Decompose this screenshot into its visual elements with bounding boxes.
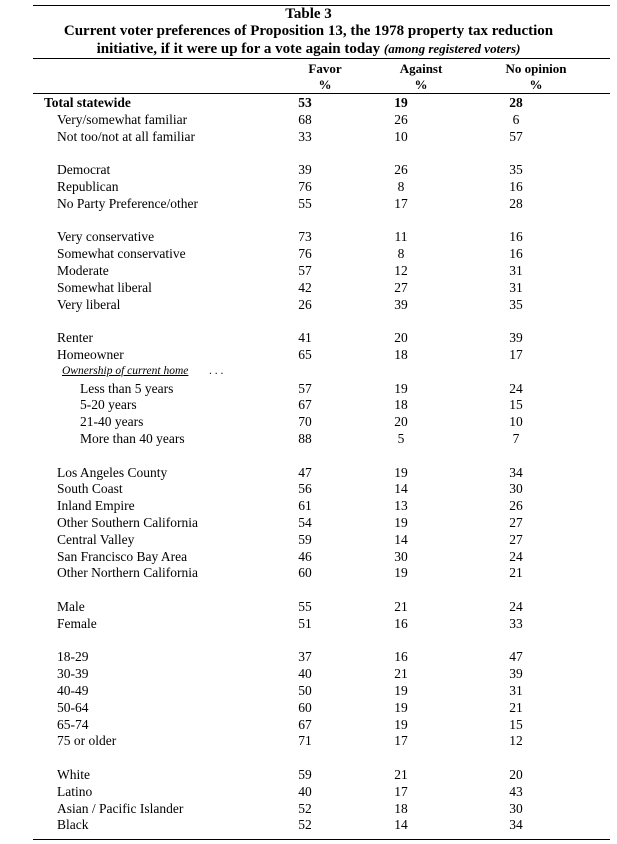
row-label: Inland Empire	[57, 498, 135, 514]
cell-no-opinion: 34	[509, 464, 523, 480]
cell-favor: 42	[298, 279, 312, 295]
table-row	[0, 480, 617, 497]
table-row	[0, 648, 617, 665]
cell-favor: 54	[298, 515, 312, 530]
cell-no-opinion: 6	[512, 111, 520, 127]
row-label: San Francisco Bay Area	[57, 548, 188, 564]
row-label: South Coast	[57, 481, 123, 497]
cell-against: 19	[394, 699, 408, 715]
cell-against: 16	[394, 615, 408, 631]
table-row	[0, 94, 617, 111]
cell-favor: 67	[298, 716, 312, 732]
cell-no-opinion: 21	[509, 565, 523, 581]
cell-favor: 37	[298, 649, 312, 665]
cell-favor: 68	[298, 111, 312, 127]
col-header-against-name: Against	[399, 61, 443, 76]
cell-against: 13	[394, 498, 408, 514]
cell-no-opinion: 15	[509, 716, 523, 732]
cell-against: 20	[394, 414, 408, 430]
cell-favor: 60	[298, 565, 312, 581]
table-row	[0, 380, 617, 397]
cell-against: 26	[394, 162, 408, 178]
cell-against: 27	[394, 279, 408, 295]
cell-against: 18	[394, 347, 408, 362]
table-row	[0, 464, 617, 481]
col-header-favor	[280, 61, 370, 93]
cell-no-opinion: 31	[509, 683, 523, 698]
cell-no-opinion: 26	[509, 498, 523, 514]
cell-against: 19	[394, 565, 408, 581]
row-label: Democrat	[57, 162, 111, 178]
row-label: 5-20 years	[80, 397, 137, 413]
cell-no-opinion: 34	[509, 817, 523, 833]
table-row	[0, 178, 617, 195]
row-label: 30-39	[57, 666, 89, 682]
row-label: More than 40 years	[80, 431, 185, 446]
row-label: 21-40 years	[80, 414, 144, 430]
cell-favor: 65	[298, 347, 312, 362]
row-label: Other Southern California	[57, 515, 198, 530]
cell-favor: 60	[298, 699, 312, 715]
table-row	[0, 279, 617, 296]
cell-against: 30	[394, 548, 408, 564]
cell-favor: 56	[298, 481, 312, 497]
cell-favor: 51	[298, 615, 312, 631]
cell-no-opinion: 28	[509, 95, 523, 110]
cell-against: 21	[394, 599, 408, 614]
cell-against: 17	[394, 733, 408, 749]
cell-no-opinion: 15	[509, 397, 523, 413]
col-header-against	[376, 61, 466, 93]
table-row	[0, 598, 617, 615]
row-label: Asian / Pacific Islander	[57, 800, 184, 816]
cell-against: 19	[394, 716, 408, 732]
cell-against: 21	[394, 767, 408, 782]
cell-no-opinion: 28	[509, 195, 523, 211]
cell-no-opinion: 27	[509, 531, 523, 547]
title-note: (among registered voters)	[383, 41, 521, 56]
cell-favor: 50	[298, 683, 312, 698]
table-row	[0, 716, 617, 733]
cell-against: 17	[394, 783, 408, 799]
table-title-line-1: Current voter preferences of Proposition 13, the 1978 property tax reduction	[63, 23, 554, 39]
cell-against: 14	[394, 481, 408, 497]
cell-against: 21	[394, 666, 408, 682]
row-label: Republican	[57, 179, 119, 194]
cell-against: 8	[397, 179, 405, 194]
cell-against: 19	[394, 380, 408, 396]
cell-against: 17	[394, 195, 408, 211]
cell-no-opinion: 35	[509, 296, 523, 312]
cell-against: 18	[394, 397, 408, 413]
cell-favor: 67	[298, 397, 312, 413]
bottom-rule	[33, 839, 610, 840]
col-header-no-opinion	[491, 61, 581, 93]
table-row	[0, 245, 617, 262]
row-label: Very conservative	[57, 229, 155, 245]
cell-favor: 70	[298, 414, 312, 430]
cell-favor: 26	[298, 296, 312, 312]
cell-no-opinion: 31	[509, 279, 523, 295]
table-row	[0, 732, 617, 749]
cell-no-opinion: 27	[509, 515, 523, 530]
subheader-ellipsis: . . .	[209, 364, 224, 377]
row-label: Homeowner	[57, 347, 124, 362]
cell-no-opinion: 20	[509, 767, 523, 782]
table-subheader	[0, 363, 617, 380]
cell-favor: 52	[298, 817, 312, 833]
table-title-line-2	[0, 40, 617, 58]
row-label: Less than 5 years	[80, 380, 174, 396]
table-row	[0, 816, 617, 833]
table-row	[0, 228, 617, 245]
table-row	[0, 682, 617, 699]
table-row	[0, 548, 617, 565]
table-row	[0, 396, 617, 413]
cell-no-opinion: 39	[509, 666, 523, 682]
row-label: Somewhat conservative	[57, 246, 186, 262]
cell-against: 18	[394, 800, 408, 816]
header-rule	[33, 58, 610, 59]
cell-against: 11	[394, 229, 408, 245]
table-row	[0, 128, 617, 145]
row-label: 40-49	[57, 683, 89, 698]
table-row	[0, 430, 617, 447]
cell-no-opinion: 43	[509, 783, 523, 799]
row-label: Total statewide	[44, 95, 131, 110]
cell-favor: 71	[298, 733, 312, 749]
cell-favor: 57	[298, 263, 312, 278]
cell-favor: 59	[298, 531, 312, 547]
row-label: 50-64	[57, 699, 89, 715]
cell-favor: 41	[298, 330, 312, 346]
cell-against: 19	[394, 95, 408, 110]
row-label: Central Valley	[57, 531, 135, 547]
col-header-no-opinion-unit: %	[529, 77, 543, 92]
col-header-favor-unit: %	[318, 77, 332, 92]
cell-favor: 76	[298, 179, 312, 194]
row-label: Somewhat liberal	[57, 279, 152, 295]
cell-no-opinion: 17	[509, 347, 523, 362]
table-label: Table 3	[285, 6, 332, 22]
row-label: Moderate	[57, 263, 109, 278]
cell-no-opinion: 57	[509, 128, 523, 144]
cell-no-opinion: 16	[509, 179, 523, 194]
row-label: Ownership of current home	[62, 364, 189, 377]
row-label: Very liberal	[57, 296, 121, 312]
table-row	[0, 615, 617, 632]
cell-no-opinion: 7	[512, 431, 520, 446]
cell-against: 19	[394, 515, 408, 530]
cell-favor: 40	[298, 666, 312, 682]
row-label: Very/somewhat familiar	[57, 111, 188, 127]
cell-against: 20	[394, 330, 408, 346]
col-header-against-unit: %	[414, 77, 428, 92]
cell-no-opinion: 33	[509, 615, 523, 631]
cell-no-opinion: 24	[509, 599, 523, 614]
cell-no-opinion: 47	[509, 649, 523, 665]
cell-no-opinion: 16	[509, 246, 523, 262]
table-row	[0, 161, 617, 178]
cell-no-opinion: 24	[509, 548, 523, 564]
cell-against: 39	[394, 296, 408, 312]
cell-favor: 47	[298, 464, 312, 480]
row-label: Latino	[57, 783, 93, 799]
cell-no-opinion: 39	[509, 330, 523, 346]
cell-against: 26	[394, 111, 408, 127]
cell-against: 19	[394, 464, 408, 480]
table-row	[0, 564, 617, 581]
cell-against: 5	[397, 431, 405, 446]
cell-no-opinion: 21	[509, 699, 523, 715]
cell-no-opinion: 30	[509, 481, 523, 497]
table-row	[0, 329, 617, 346]
cell-no-opinion: 16	[509, 229, 523, 245]
cell-no-opinion: 10	[509, 414, 523, 430]
cell-favor: 40	[298, 783, 312, 799]
row-label: 65-74	[57, 716, 89, 732]
cell-favor: 57	[298, 380, 312, 396]
row-label: 75 or older	[57, 733, 117, 749]
cell-favor: 55	[298, 195, 312, 211]
table-row	[0, 514, 617, 531]
row-label: Los Angeles County	[57, 464, 168, 480]
cell-favor: 46	[298, 548, 312, 564]
cell-no-opinion: 12	[509, 733, 523, 749]
cell-favor: 33	[298, 128, 312, 144]
table-row	[0, 111, 617, 128]
cell-favor: 76	[298, 246, 312, 262]
cell-no-opinion: 30	[509, 800, 523, 816]
row-label: Renter	[57, 330, 93, 346]
col-header-no-opinion-name: No opinion	[505, 61, 567, 76]
table-row	[0, 346, 617, 363]
title-text: initiative, if it were up for a vote again today	[96, 41, 381, 57]
cell-favor: 73	[298, 229, 312, 245]
cell-favor: 53	[298, 95, 312, 110]
row-label: No Party Preference/other	[57, 195, 198, 211]
table-row	[0, 783, 617, 800]
cell-against: 14	[394, 817, 408, 833]
table-row	[0, 497, 617, 514]
cell-no-opinion: 35	[509, 162, 523, 178]
row-label: Not too/not at all familiar	[57, 128, 195, 144]
table-row	[0, 195, 617, 212]
cell-no-opinion: 31	[509, 263, 523, 278]
table-row	[0, 413, 617, 430]
cell-against: 12	[394, 263, 408, 278]
table-row	[0, 766, 617, 783]
cell-favor: 39	[298, 162, 312, 178]
row-label: White	[57, 767, 90, 782]
cell-favor: 59	[298, 767, 312, 782]
col-header-favor-name: Favor	[308, 61, 342, 76]
cell-against: 14	[394, 531, 408, 547]
cell-against: 10	[394, 128, 408, 144]
row-label: Other Northern California	[57, 565, 198, 581]
table-row	[0, 262, 617, 279]
table-row	[0, 699, 617, 716]
table-row	[0, 665, 617, 682]
table-row	[0, 296, 617, 313]
cell-favor: 52	[298, 800, 312, 816]
row-label: Male	[57, 599, 85, 614]
row-label: 18-29	[57, 649, 89, 665]
cell-against: 16	[394, 649, 408, 665]
cell-against: 19	[394, 683, 408, 698]
cell-no-opinion: 24	[509, 380, 523, 396]
cell-favor: 55	[298, 599, 312, 614]
cell-favor: 88	[298, 431, 312, 446]
row-label: Female	[57, 615, 97, 631]
cell-against: 8	[397, 246, 405, 262]
cell-favor: 61	[298, 498, 312, 514]
table-row	[0, 800, 617, 817]
row-label: Black	[57, 817, 89, 833]
table-row	[0, 531, 617, 548]
